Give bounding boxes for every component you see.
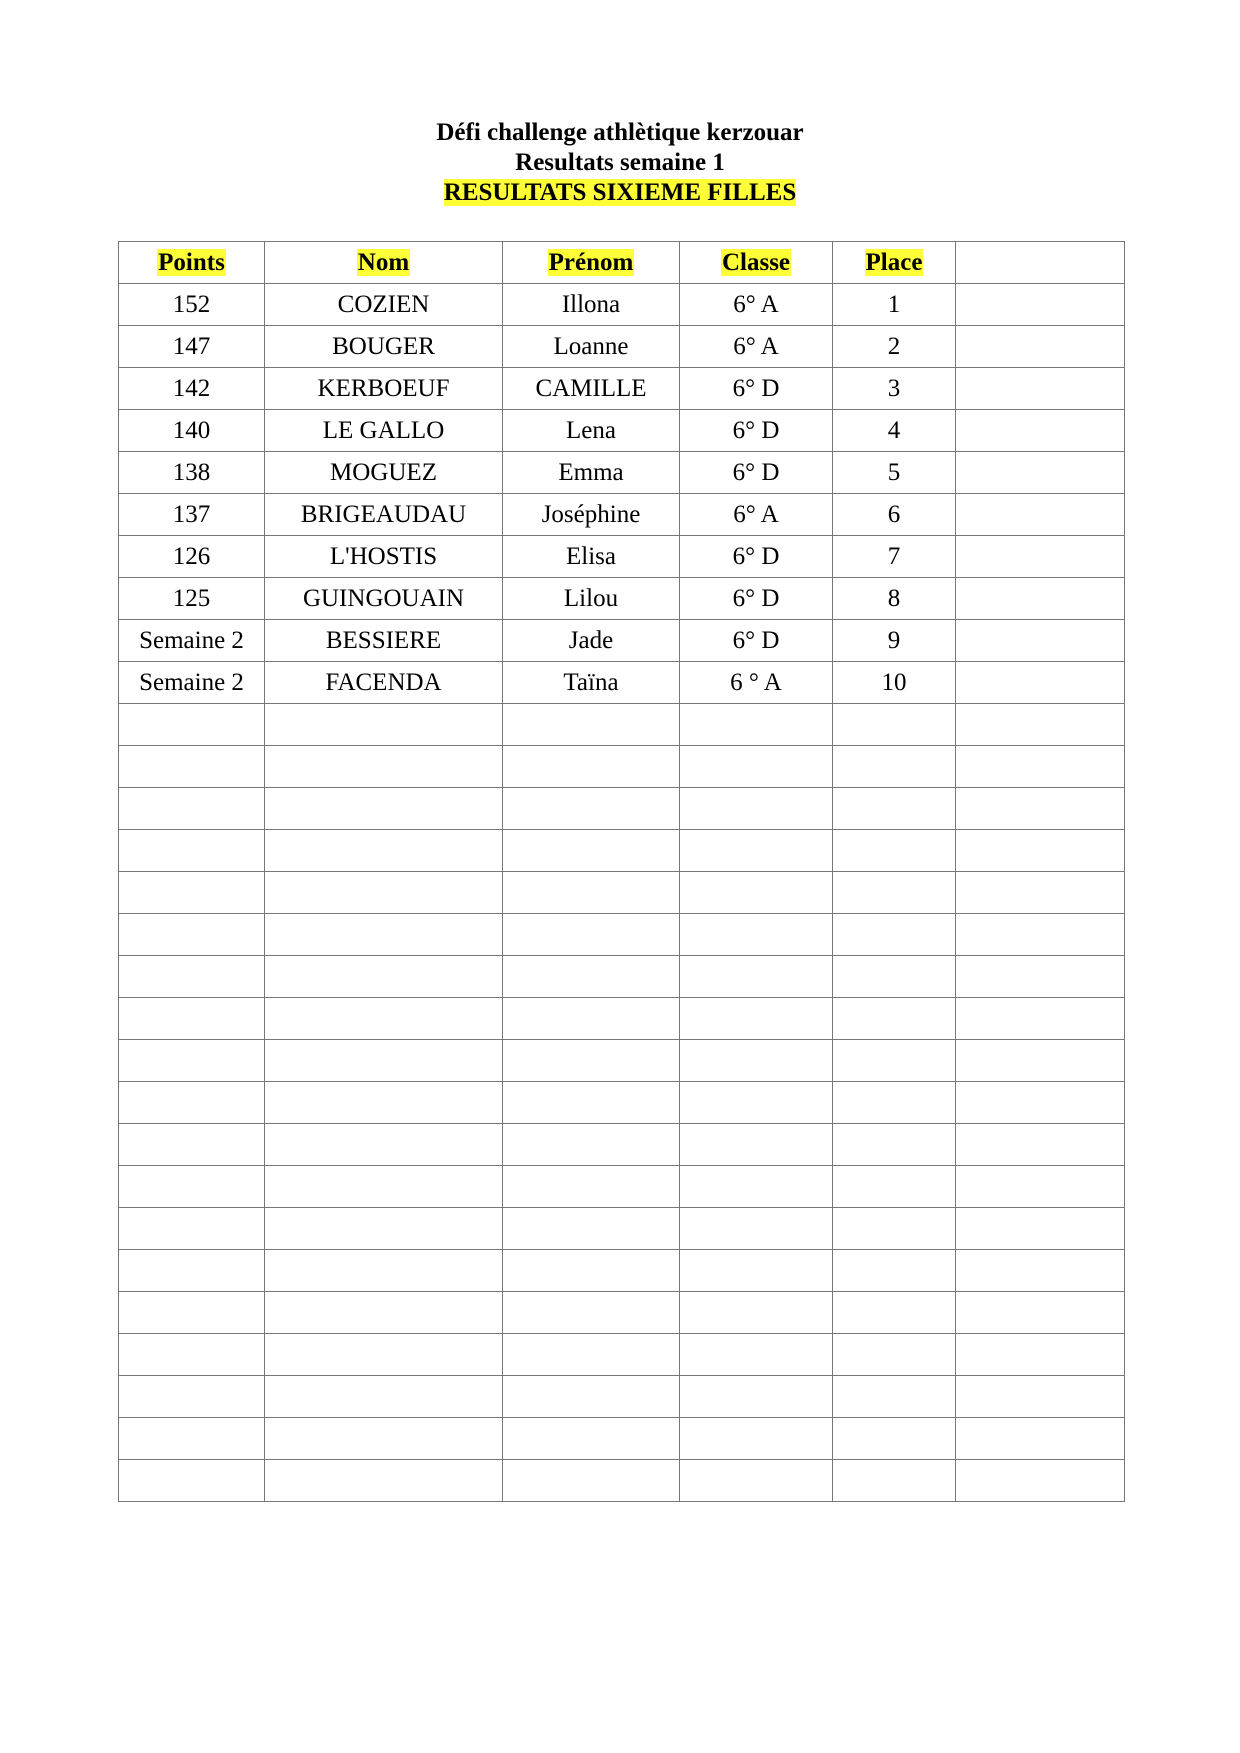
cell-points — [119, 788, 265, 830]
column-header-blank — [956, 242, 1125, 284]
cell-classe: 6° A — [680, 326, 833, 368]
cell-blank — [956, 956, 1125, 998]
cell-blank — [956, 410, 1125, 452]
cell-place — [833, 1460, 956, 1502]
cell-place — [833, 1082, 956, 1124]
cell-blank — [956, 1166, 1125, 1208]
empty-table-row — [119, 1166, 1125, 1208]
cell-blank — [956, 284, 1125, 326]
cell-points — [119, 1082, 265, 1124]
table-row — [119, 284, 1125, 326]
cell-points — [119, 1124, 265, 1166]
cell-nom: BRIGEAUDAU — [265, 494, 503, 536]
section-title-text: RESULTATS SIXIEME FILLES — [443, 179, 797, 206]
cell-classe: 6° D — [680, 368, 833, 410]
empty-table-row — [119, 1040, 1125, 1082]
cell-points — [119, 1208, 265, 1250]
cell-place — [833, 914, 956, 956]
cell-points — [119, 746, 265, 788]
cell-prenom — [503, 956, 680, 998]
cell-blank — [956, 1208, 1125, 1250]
cell-blank — [956, 494, 1125, 536]
cell-points — [119, 872, 265, 914]
results-body — [119, 284, 1125, 1502]
cell-place — [833, 998, 956, 1040]
cell-nom — [265, 1208, 503, 1250]
cell-nom — [265, 956, 503, 998]
document-header — [0, 118, 1240, 208]
cell-prenom: Taïna — [503, 662, 680, 704]
cell-nom: LE GALLO — [265, 410, 503, 452]
cell-points — [119, 1334, 265, 1376]
document-subtitle: Resultats semaine 1 — [515, 149, 725, 176]
cell-place — [833, 1208, 956, 1250]
cell-classe: 6° D — [680, 410, 833, 452]
cell-blank — [956, 1334, 1125, 1376]
cell-classe — [680, 1292, 833, 1334]
cell-classe — [680, 1124, 833, 1166]
cell-points — [119, 1250, 265, 1292]
cell-classe — [680, 788, 833, 830]
cell-blank — [956, 1376, 1125, 1418]
cell-nom — [265, 1124, 503, 1166]
cell-prenom — [503, 1208, 680, 1250]
cell-classe: 6° D — [680, 536, 833, 578]
cell-blank — [956, 662, 1125, 704]
empty-table-row — [119, 1334, 1125, 1376]
cell-blank — [956, 1250, 1125, 1292]
empty-table-row — [119, 746, 1125, 788]
cell-prenom: Lilou — [503, 578, 680, 620]
cell-blank — [956, 368, 1125, 410]
cell-prenom — [503, 704, 680, 746]
cell-place: 4 — [833, 410, 956, 452]
table-row — [119, 326, 1125, 368]
cell-classe — [680, 1460, 833, 1502]
empty-table-row — [119, 914, 1125, 956]
cell-place — [833, 746, 956, 788]
column-header-points: Points — [119, 242, 265, 284]
cell-classe — [680, 830, 833, 872]
cell-nom — [265, 1292, 503, 1334]
empty-table-row — [119, 788, 1125, 830]
cell-classe — [680, 1418, 833, 1460]
cell-nom — [265, 1334, 503, 1376]
cell-prenom: CAMILLE — [503, 368, 680, 410]
cell-place: 7 — [833, 536, 956, 578]
cell-classe: 6° D — [680, 452, 833, 494]
empty-table-row — [119, 830, 1125, 872]
cell-classe — [680, 1166, 833, 1208]
table-row — [119, 536, 1125, 578]
cell-blank — [956, 998, 1125, 1040]
table-row — [119, 494, 1125, 536]
empty-table-row — [119, 704, 1125, 746]
cell-place — [833, 1166, 956, 1208]
cell-prenom — [503, 1376, 680, 1418]
empty-table-row — [119, 956, 1125, 998]
cell-blank — [956, 830, 1125, 872]
column-header-prenom: Prénom — [503, 242, 680, 284]
table-row — [119, 620, 1125, 662]
column-header-place: Place — [833, 242, 956, 284]
cell-blank — [956, 1418, 1125, 1460]
cell-place — [833, 1292, 956, 1334]
cell-prenom — [503, 830, 680, 872]
cell-nom: BESSIERE — [265, 620, 503, 662]
cell-prenom — [503, 1334, 680, 1376]
cell-prenom: Lena — [503, 410, 680, 452]
cell-classe — [680, 1040, 833, 1082]
cell-classe — [680, 1082, 833, 1124]
cell-prenom: Elisa — [503, 536, 680, 578]
empty-table-row — [119, 998, 1125, 1040]
table-header-row — [119, 242, 1125, 284]
empty-table-row — [119, 1082, 1125, 1124]
cell-classe — [680, 914, 833, 956]
cell-place — [833, 704, 956, 746]
cell-blank — [956, 1124, 1125, 1166]
cell-nom: KERBOEUF — [265, 368, 503, 410]
table-row — [119, 368, 1125, 410]
cell-points: 152 — [119, 284, 265, 326]
cell-place — [833, 1334, 956, 1376]
cell-blank — [956, 578, 1125, 620]
cell-points: 140 — [119, 410, 265, 452]
empty-table-row — [119, 1292, 1125, 1334]
cell-blank — [956, 536, 1125, 578]
cell-prenom: Joséphine — [503, 494, 680, 536]
empty-table-row — [119, 1376, 1125, 1418]
cell-prenom: Loanne — [503, 326, 680, 368]
cell-classe — [680, 1334, 833, 1376]
cell-points — [119, 1460, 265, 1502]
column-header-classe: Classe — [680, 242, 833, 284]
cell-classe — [680, 1376, 833, 1418]
table-row — [119, 452, 1125, 494]
cell-nom — [265, 1082, 503, 1124]
cell-classe: 6° A — [680, 284, 833, 326]
cell-nom — [265, 1376, 503, 1418]
cell-points — [119, 1040, 265, 1082]
cell-place — [833, 872, 956, 914]
cell-prenom — [503, 1418, 680, 1460]
column-header-nom: Nom — [265, 242, 503, 284]
cell-nom — [265, 830, 503, 872]
cell-place — [833, 956, 956, 998]
cell-nom — [265, 914, 503, 956]
cell-blank — [956, 620, 1125, 662]
cell-blank — [956, 914, 1125, 956]
cell-points: Semaine 2 — [119, 662, 265, 704]
cell-nom: L'HOSTIS — [265, 536, 503, 578]
cell-classe: 6 ° A — [680, 662, 833, 704]
cell-prenom — [503, 1040, 680, 1082]
cell-nom: COZIEN — [265, 284, 503, 326]
empty-table-row — [119, 1208, 1125, 1250]
empty-table-row — [119, 1124, 1125, 1166]
cell-points — [119, 704, 265, 746]
cell-prenom — [503, 746, 680, 788]
cell-blank — [956, 1040, 1125, 1082]
document-title: Défi challenge athlètique kerzouar — [436, 119, 804, 146]
cell-blank — [956, 326, 1125, 368]
cell-prenom — [503, 998, 680, 1040]
cell-classe — [680, 704, 833, 746]
cell-nom — [265, 746, 503, 788]
cell-prenom: Jade — [503, 620, 680, 662]
cell-place — [833, 830, 956, 872]
cell-place: 6 — [833, 494, 956, 536]
cell-place: 3 — [833, 368, 956, 410]
cell-points — [119, 1292, 265, 1334]
cell-place — [833, 1124, 956, 1166]
cell-nom — [265, 704, 503, 746]
cell-place — [833, 1418, 956, 1460]
cell-nom — [265, 1460, 503, 1502]
cell-prenom — [503, 1292, 680, 1334]
cell-classe — [680, 872, 833, 914]
table-row — [119, 662, 1125, 704]
cell-prenom — [503, 914, 680, 956]
cell-prenom: Illona — [503, 284, 680, 326]
cell-nom: BOUGER — [265, 326, 503, 368]
cell-classe: 6° D — [680, 578, 833, 620]
cell-blank — [956, 872, 1125, 914]
cell-nom — [265, 788, 503, 830]
cell-blank — [956, 452, 1125, 494]
cell-blank — [956, 1082, 1125, 1124]
cell-nom: GUINGOUAIN — [265, 578, 503, 620]
cell-place: 5 — [833, 452, 956, 494]
cell-place: 1 — [833, 284, 956, 326]
cell-nom — [265, 1040, 503, 1082]
cell-points: 147 — [119, 326, 265, 368]
cell-nom — [265, 1418, 503, 1460]
cell-place — [833, 788, 956, 830]
cell-points — [119, 956, 265, 998]
cell-points: 138 — [119, 452, 265, 494]
cell-classe — [680, 956, 833, 998]
cell-prenom — [503, 872, 680, 914]
cell-nom: MOGUEZ — [265, 452, 503, 494]
cell-blank — [956, 1292, 1125, 1334]
cell-place — [833, 1250, 956, 1292]
empty-table-row — [119, 872, 1125, 914]
cell-place: 9 — [833, 620, 956, 662]
cell-prenom — [503, 1460, 680, 1502]
cell-points — [119, 1166, 265, 1208]
cell-nom — [265, 998, 503, 1040]
cell-prenom — [503, 788, 680, 830]
cell-classe — [680, 746, 833, 788]
cell-points — [119, 1418, 265, 1460]
cell-prenom — [503, 1124, 680, 1166]
cell-classe — [680, 1208, 833, 1250]
section-title — [0, 178, 1240, 208]
cell-prenom — [503, 1166, 680, 1208]
cell-points: 126 — [119, 536, 265, 578]
empty-table-row — [119, 1418, 1125, 1460]
cell-place — [833, 1376, 956, 1418]
table-row — [119, 578, 1125, 620]
cell-blank — [956, 1460, 1125, 1502]
cell-place: 2 — [833, 326, 956, 368]
cell-points: 142 — [119, 368, 265, 410]
cell-classe: 6° A — [680, 494, 833, 536]
cell-place: 10 — [833, 662, 956, 704]
cell-points: 137 — [119, 494, 265, 536]
cell-points — [119, 998, 265, 1040]
cell-nom — [265, 872, 503, 914]
cell-blank — [956, 788, 1125, 830]
cell-prenom — [503, 1082, 680, 1124]
cell-prenom: Emma — [503, 452, 680, 494]
cell-classe — [680, 1250, 833, 1292]
cell-blank — [956, 704, 1125, 746]
cell-prenom — [503, 1250, 680, 1292]
cell-classe: 6° D — [680, 620, 833, 662]
results-table — [118, 241, 1125, 1502]
cell-points: Semaine 2 — [119, 620, 265, 662]
cell-nom: FACENDA — [265, 662, 503, 704]
table-row — [119, 410, 1125, 452]
cell-classe — [680, 998, 833, 1040]
empty-table-row — [119, 1250, 1125, 1292]
cell-nom — [265, 1166, 503, 1208]
cell-place — [833, 1040, 956, 1082]
cell-nom — [265, 1250, 503, 1292]
cell-points — [119, 914, 265, 956]
cell-blank — [956, 746, 1125, 788]
empty-table-row — [119, 1460, 1125, 1502]
cell-place: 8 — [833, 578, 956, 620]
cell-points — [119, 1376, 265, 1418]
cell-points — [119, 830, 265, 872]
cell-points: 125 — [119, 578, 265, 620]
